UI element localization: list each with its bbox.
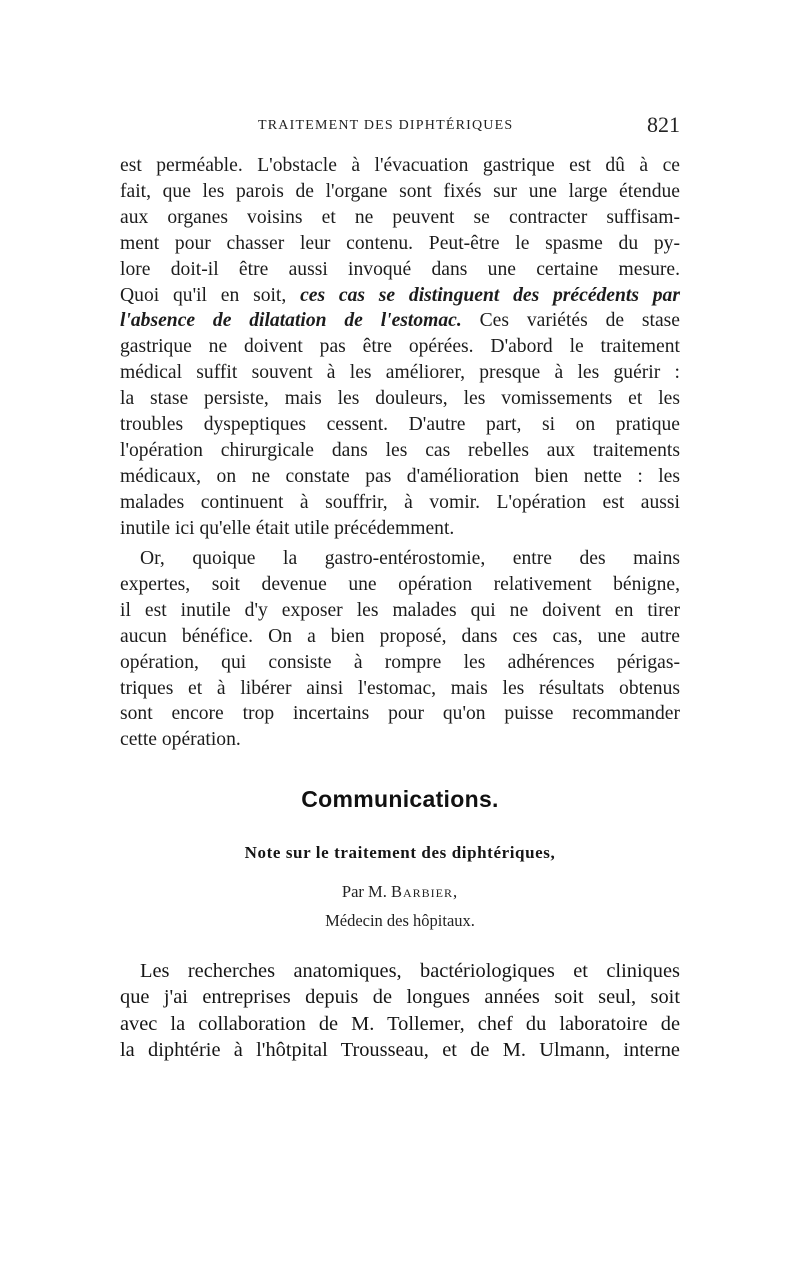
paragraph-3 [120, 958, 680, 1063]
text-line: gastrique ne doivent pas être opérées. D'abord le traitement [120, 336, 680, 358]
text-line: expertes, soit devenue une opération relativement bénigne, [120, 573, 680, 595]
paragraph-1 [120, 153, 680, 542]
italic-emphasis: l'absence de dilatation de l'estomac. [120, 310, 462, 332]
note-title: Note sur le traitement des diphtériques, [244, 843, 556, 862]
text-line: lore doit-il être aussi invoqué dans une certaine mesure. [120, 258, 680, 280]
text-line: la stase persiste, mais les douleurs, les vomissements et les [120, 388, 680, 410]
text-line: Les recherches anatomiques, bactériologiques et cliniques [140, 960, 680, 982]
author-line [0, 882, 800, 902]
paragraph-2 [120, 546, 680, 753]
text-fragment: Quoi qu'il en soit, [120, 284, 287, 306]
text-line: médicaux, on ne constate pas d'amélioration bien nette : les [120, 465, 680, 487]
text-line: ment pour chasser leur contenu. Peut-être le spasme du py- [120, 232, 680, 254]
text-line: médical suffit souvent à les améliorer, presque à les guérir : [120, 362, 680, 384]
author-affiliation: Médecin des hôpitaux. [325, 911, 475, 930]
page-number: 821 [647, 112, 680, 137]
text-line: sont encore trop incertains pour qu'on puisse recommander [120, 703, 680, 725]
text-line: malades continuent à souffrir, à vomir. L'opération est aussi [120, 491, 680, 513]
text-line: est perméable. L'obstacle à l'évacuation gastrique est dû à ce [120, 155, 680, 176]
text-line: avec la collaboration de M. Tollemer, chef du laboratoire de [120, 1012, 680, 1035]
text-line [120, 283, 680, 309]
text-line: aux organes voisins et ne peuvent se contracter suffisam- [120, 206, 680, 228]
text-line: opération, qui consiste à rompre les adhérences périgas- [120, 651, 680, 673]
text-line: l'opération chirurgicale dans les cas rebelles aux traitements [120, 439, 680, 461]
text-line [120, 308, 680, 334]
text-line: il est inutile d'y exposer les malades qui ne doivent en tirer [120, 599, 680, 621]
text-line: la diphtérie à l'hôtpital Trousseau, et de M. Ulmann, interne [120, 1038, 680, 1061]
text-line: troubles dyspeptiques cessent. D'autre part, si on pratique [120, 414, 680, 436]
text-line: aucun bénéfice. On a bien proposé, dans ces cas, une autre [120, 625, 680, 647]
text-fragment: Ces variétés de stase [479, 310, 680, 332]
text-line: inutile ici qu'elle était utile précédemment. [120, 517, 455, 539]
running-title: TRAITEMENT DES DIPHTÉRIQUES [258, 118, 514, 133]
section-heading: Communications. [301, 786, 499, 812]
text-line: cette opération. [120, 729, 241, 751]
author-name: Barbier, [390, 882, 459, 901]
text-line: Or, quoique la gastro-entérostomie, entre des mains [140, 548, 680, 569]
italic-emphasis: ces cas se distinguent des précédents par [300, 284, 680, 306]
text-line: triques et à libérer ainsi l'estomac, mais les résultats obtenus [120, 677, 680, 699]
text-line: que j'ai entreprises depuis de longues années soit seul, soit [120, 986, 680, 1009]
author-prefix: Par M. [341, 882, 387, 901]
running-head [0, 112, 800, 142]
text-line: fait, que les parois de l'organe sont fixés sur une large étendue [120, 180, 680, 202]
